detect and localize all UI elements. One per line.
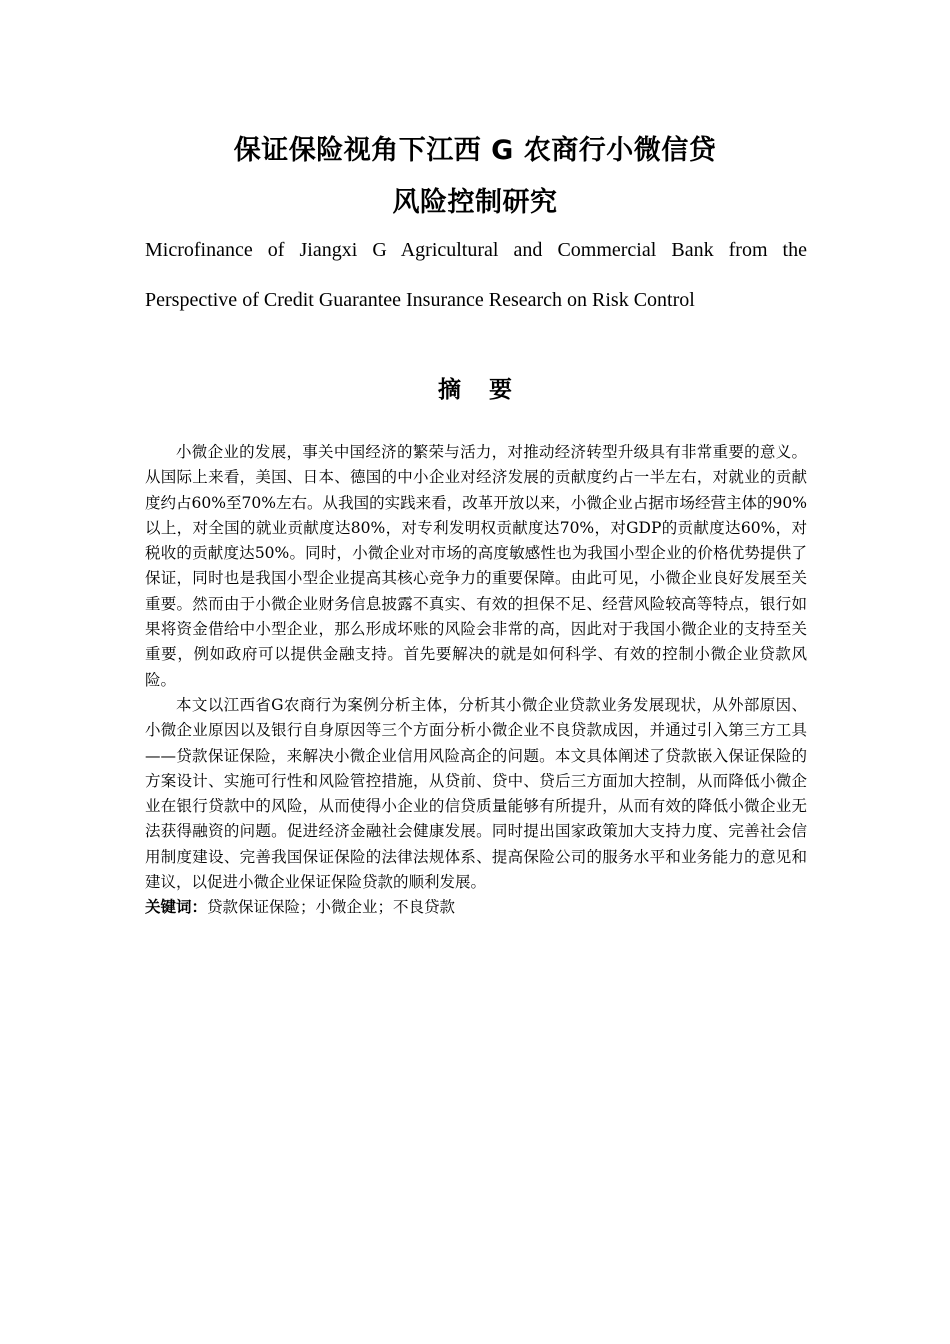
- abstract-paragraph-2: 本文以江西省G农商行为案例分析主体，分析其小微企业贷款业务发展现状，从外部原因、小微企业原因以及银行自身原因等三个方面分析小微企业不良贷款成因，并通过引入第三方工具——贷款保证保险，来解决小微企业信用风险高企的问题。本文具体阐述了贷款嵌入保证保险的方案设计、实施可行性和风险管控措施，从贷前、贷中、贷后三方面加大控制，从而降低小微企业在银行贷款中的风险，从而使得小企业的信贷质量能够有所提升，从而有效的降低小微企业无法获得融资的问题。促进经济金融社会健康发展。同时提出国家政策加大支持力度、完善社会信用制度建设、完善我国保证保险的法律法规体系、提高保险公司的服务水平和业务能力的意见和建议，以促进小微企业保证保险贷款的顺利发展。: [145, 695, 807, 892]
- abstract-body: [145, 440, 807, 921]
- abstract-heading: 摘 要: [437, 377, 522, 403]
- english-title-line-1: Microfinance of Jiangxi G Agricultural and Commercial Bank from the: [145, 239, 807, 261]
- chinese-title-line-1: 保证保险视角下江西 G 农商行小微信贷: [233, 135, 717, 166]
- keywords-line: [145, 895, 807, 920]
- abstract-paragraph-1: 小微企业的发展，事关中国经济的繁荣与活力，对推动经济转型升级具有非常重要的意义。从国际上来看，美国、日本、德国的中小企业对经济发展的贡献度约占一半左右，对就业的贡献度约占60%至70%左右。从我国的实践来看，改革开放以来，小微企业占据市场经营主体的90%以上，对全国的就业贡献度达80%，对专利发明权贡献度达70%，对GDP的贡献度达60%，对税收的贡献度达50%。同时，小微企业对市场的高度敏感性也为我国小型企业的价格优势提供了保证，同时也是我国小型企业提高其核心竞争力的重要保障。由此可见，小微企业良好发展至关重要。然而由于小微企业财务信息披露不真实、有效的担保不足、经营风险较高等特点，银行如果将资金借给中小型企业，那么形成坏账的风险会非常的高，因此对于我国小微企业的支持至关重要，例如政府可以提供金融支持。首先要解决的就是如何科学、有效的控制小微企业贷款风险。: [145, 443, 807, 689]
- keywords-list: 贷款保证保险；小微企业；不良贷款: [207, 898, 456, 917]
- english-title-line-2: Perspective of Credit Guarantee Insurance Research on Risk Control: [145, 289, 695, 311]
- chinese-title-line-2: 风险控制研究: [392, 187, 558, 218]
- keywords-label: 关键词：: [145, 898, 208, 917]
